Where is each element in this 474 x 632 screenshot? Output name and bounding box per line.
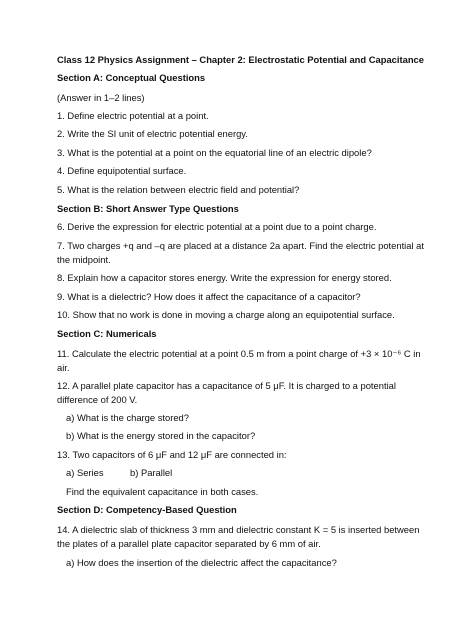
question-14-line-2: the plates of a parallel plate capacitor separated by 6 mm of air. <box>57 538 321 549</box>
question-7-line-1: 7. Two charges +q and –q are placed at a distance 2a apart. Find the electric potential at <box>57 240 424 251</box>
question-13: 13. Two capacitors of 6 μF and 12 μF are connected in: <box>57 449 287 460</box>
question-12b: b) What is the energy stored in the capacitor? <box>66 430 256 441</box>
question-13b: b) Parallel <box>130 467 173 478</box>
question-4: 4. Define equipotential surface. <box>57 165 187 176</box>
section-a-note: (Answer in 1–2 lines) <box>57 92 145 103</box>
question-12-line-2: difference of 200 V. <box>57 394 138 405</box>
document-title: Class 12 Physics Assignment – Chapter 2: Electrostatic Potential and Capacitance <box>57 54 424 65</box>
section-c-heading: Section C: Numericals <box>57 328 157 339</box>
question-3: 3. What is the potential at a point on the equatorial line of an electric dipole? <box>57 147 372 158</box>
question-1: 1. Define electric potential at a point. <box>57 110 209 121</box>
question-5: 5. What is the relation between electric field and potential? <box>57 184 300 195</box>
question-7-line-2: the midpoint. <box>57 254 111 265</box>
question-13a: a) Series <box>66 467 104 478</box>
question-14-line-1: 14. A dielectric slab of thickness 3 mm and dielectric constant K = 5 is inserted between <box>57 524 420 535</box>
question-11-line-2: air. <box>57 362 70 373</box>
question-14a: a) How does the insertion of the dielectric affect the capacitance? <box>66 557 337 568</box>
question-10: 10. Show that no work is done in moving a charge along an equipotential surface. <box>57 309 395 320</box>
question-6: 6. Derive the expression for electric potential at a point due to a point charge. <box>57 221 377 232</box>
section-b-heading: Section B: Short Answer Type Questions <box>57 203 239 214</box>
question-11-line-1: 11. Calculate the electric potential at a point 0.5 m from a point charge of +3 × 10⁻⁶ C in <box>57 348 421 359</box>
question-13-options <box>66 467 173 479</box>
section-d-heading: Section D: Competency-Based Question <box>57 504 237 515</box>
section-a-heading: Section A: Conceptual Questions <box>57 72 206 83</box>
question-8: 8. Explain how a capacitor stores energy. Write the expression for energy stored. <box>57 272 392 283</box>
question-2: 2. Write the SI unit of electric potential energy. <box>57 128 248 139</box>
question-9: 9. What is a dielectric? How does it affect the capacitance of a capacitor? <box>57 291 361 302</box>
question-13-find: Find the equivalent capacitance in both cases. <box>66 486 259 497</box>
question-12-line-1: 12. A parallel plate capacitor has a capacitance of 5 μF. It is charged to a potential <box>57 380 396 391</box>
question-12a: a) What is the charge stored? <box>66 412 189 423</box>
